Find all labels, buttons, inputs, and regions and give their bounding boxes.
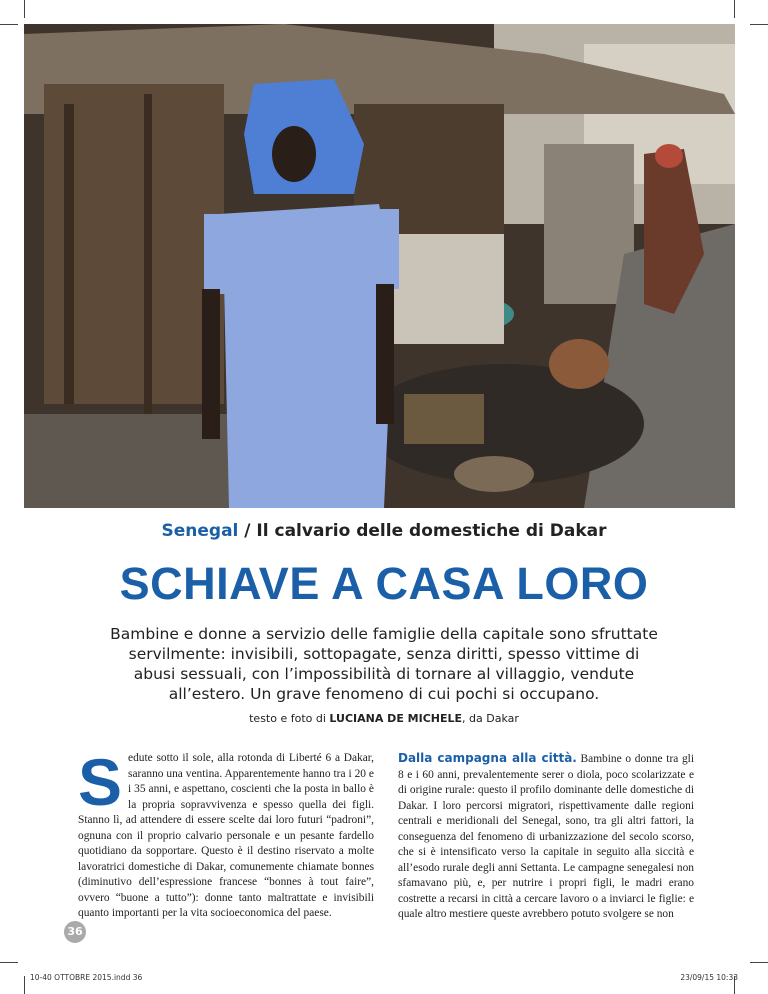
print-slug-date: 23/09/15 10:33 <box>680 973 738 982</box>
deck: Bambine e donne a servizio delle famiglie della capitale sono sfruttate servilmente: invisibili, sottopagate, senza diritti, spesso vittime di abusi sessuali, con l’impossibilità di tornare al villaggio, vendute all’estero. Un grave fenomeno di cui pochi si occupano. <box>110 625 658 703</box>
drop-cap: S <box>78 745 123 819</box>
body-column-left <box>78 745 374 922</box>
body-column-right <box>398 751 694 923</box>
byline-prefix: testo e foto di <box>249 712 330 725</box>
crop-mark <box>0 24 18 25</box>
feature-photo <box>24 24 735 508</box>
body-text-right: Bambine o donne tra gli 8 e i 60 anni, prevalentemente serer o diola, poco scolarizzate e di origine rurale: questo il profilo dominante delle domestiche di Dakar. I loro percorsi migratori, rispettivamente dalle regioni centrali e meridionali del Senegal, sono, tra gli altri fattori, la conseguenza del fenomeno di urbanizzazione del secolo scorso, che si è intensificato verso la capitale in seguito alla siccità e all’esodo rurale degli anni Settanta. Le campagne senegalesi non sfamavano più, e, per nutrire i propri figli, le madri erano costrette a recarsi in città a cercare lavoro o a inviarci le figlie: e quale altro mestiere queste avrebbero potuto svolgere se non <box>398 753 695 920</box>
byline-suffix: , da Dakar <box>462 712 519 725</box>
print-slug-file: 10-40 OTTOBRE 2015.indd 36 <box>30 973 143 982</box>
byline-author: LUCIANA DE MICHELE <box>329 712 463 725</box>
crop-mark <box>0 962 18 963</box>
headline: SCHIAVE A CASA LORO <box>119 558 649 609</box>
kicker-separator: / <box>238 521 257 541</box>
kicker <box>0 521 768 541</box>
page-number: 36 <box>64 921 86 943</box>
crop-mark <box>24 976 25 994</box>
crop-mark <box>750 24 768 25</box>
crop-mark <box>734 0 735 18</box>
byline <box>0 712 768 725</box>
kicker-topic: Il calvario delle domestiche di Dakar <box>256 521 607 541</box>
section-subhead: Dalla campagna alla città. <box>398 751 577 765</box>
crop-mark <box>750 962 768 963</box>
photo-illustration <box>24 24 735 508</box>
crop-mark <box>24 0 25 18</box>
body-text-left: edute sotto il sole, alla rotonda di Liberté 6 a Dakar, saranno una ventina. Apparentemente hanno tra i 20 e i 35 anni, e aspettano, coscienti che la posta in ballo è la propria sopravvivenza e spesso quella dei figli. Stanno lì, ad attendere di essere scelte dai loro futuri “padroni”, ognuna con il proprio calvario personale e un pesante fardello quotidiano da sopportare. Questo è il destino riservato a molte lavoratrici domestiche di Dakar, comunemente chiamate bonnes (diminutivo dell’espressione francese “bonnes à tout faire”, ovvero “buone a tutto”): donne tanto maltrattate e invisibili quanto importanti per la vita socioeconomica del paese. <box>78 752 374 919</box>
kicker-country: Senegal <box>161 521 239 541</box>
